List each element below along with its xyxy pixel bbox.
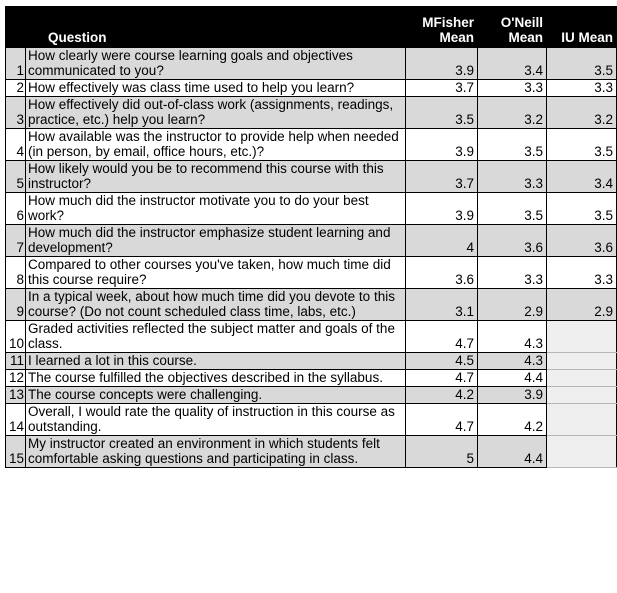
mfisher-mean-value: 4.7: [406, 321, 478, 353]
mfisher-mean-value: 4.5: [406, 353, 478, 370]
question-text: How much did the instructor emphasize student learning and development?: [26, 225, 406, 257]
oneill-mean-value: 3.5: [478, 193, 547, 225]
table-row: [6, 353, 617, 370]
mfisher-mean-value: 3.6: [406, 257, 478, 289]
header-number: [6, 7, 26, 48]
oneill-mean-value: 3.3: [478, 80, 547, 97]
oneill-mean-value: 4.2: [478, 404, 547, 436]
mfisher-mean-value: 3.7: [406, 80, 478, 97]
mfisher-mean-value: 4.2: [406, 387, 478, 404]
iu-mean-value: 3.4: [547, 161, 617, 193]
question-text: The course fulfilled the objectives described in the syllabus.: [26, 370, 406, 387]
question-text: How effectively did out-of-class work (assignments, readings, practice, etc.) help you learn?: [26, 97, 406, 129]
question-text: In a typical week, about how much time did you devote to this course? (Do not count scheduled class time, labs, etc.): [26, 289, 406, 321]
row-number: 15: [6, 436, 26, 468]
table-row: [6, 257, 617, 289]
oneill-mean-value: 2.9: [478, 289, 547, 321]
row-number: 9: [6, 289, 26, 321]
mfisher-mean-value: 4.7: [406, 370, 478, 387]
row-number: 7: [6, 225, 26, 257]
oneill-mean-value: 3.2: [478, 97, 547, 129]
row-number: 2: [6, 80, 26, 97]
row-number: 11: [6, 353, 26, 370]
table-row: [6, 48, 617, 80]
row-number: 10: [6, 321, 26, 353]
row-number: 1: [6, 48, 26, 80]
oneill-mean-value: 3.3: [478, 257, 547, 289]
iu-mean-value: [547, 321, 617, 353]
iu-mean-value: 3.5: [547, 48, 617, 80]
mfisher-mean-value: 3.1: [406, 289, 478, 321]
header-oneill-line2: Mean: [508, 30, 543, 45]
table-row: [6, 193, 617, 225]
table-body: [6, 48, 617, 468]
oneill-mean-value: 4.3: [478, 321, 547, 353]
header-oneill-line1: O'Neill: [500, 15, 543, 30]
question-text: How available was the instructor to provide help when needed (in person, by email, office hours, etc.)?: [26, 129, 406, 161]
table-row: [6, 436, 617, 468]
iu-mean-value: [547, 370, 617, 387]
row-number: 5: [6, 161, 26, 193]
header-question: Question: [26, 7, 406, 48]
table-row: [6, 404, 617, 436]
table-row: [6, 387, 617, 404]
table-row: [6, 80, 617, 97]
table-row: [6, 161, 617, 193]
mfisher-mean-value: 3.7: [406, 161, 478, 193]
iu-mean-value: 3.6: [547, 225, 617, 257]
row-number: 14: [6, 404, 26, 436]
iu-mean-value: 3.3: [547, 80, 617, 97]
question-text: The course concepts were challenging.: [26, 387, 406, 404]
iu-mean-value: 3.5: [547, 129, 617, 161]
mfisher-mean-value: 4: [406, 225, 478, 257]
oneill-mean-value: 3.3: [478, 161, 547, 193]
oneill-mean-value: 4.4: [478, 370, 547, 387]
iu-mean-value: 3.5: [547, 193, 617, 225]
table-row: [6, 289, 617, 321]
row-number: 8: [6, 257, 26, 289]
table-row: [6, 370, 617, 387]
iu-mean-value: [547, 436, 617, 468]
mfisher-mean-value: 3.9: [406, 48, 478, 80]
iu-mean-value: [547, 387, 617, 404]
oneill-mean-value: 3.6: [478, 225, 547, 257]
oneill-mean-value: 3.9: [478, 387, 547, 404]
oneill-mean-value: 3.4: [478, 48, 547, 80]
oneill-mean-value: 4.3: [478, 353, 547, 370]
header-mfisher-mean: [406, 7, 478, 48]
question-text: How effectively was class time used to help you learn?: [26, 80, 406, 97]
mfisher-mean-value: 3.9: [406, 193, 478, 225]
row-number: 12: [6, 370, 26, 387]
oneill-mean-value: 4.4: [478, 436, 547, 468]
question-text: How much did the instructor motivate you to do your best work?: [26, 193, 406, 225]
header-mfisher-line1: MFisher: [422, 15, 474, 30]
row-number: 4: [6, 129, 26, 161]
iu-mean-value: 3.3: [547, 257, 617, 289]
evaluation-table: [5, 6, 617, 468]
table-row: [6, 225, 617, 257]
header-mfisher-line2: Mean: [439, 30, 474, 45]
question-text: Graded activities reflected the subject matter and goals of the class.: [26, 321, 406, 353]
iu-mean-value: [547, 404, 617, 436]
mfisher-mean-value: 3.9: [406, 129, 478, 161]
table-row: [6, 97, 617, 129]
table-row: [6, 129, 617, 161]
row-number: 13: [6, 387, 26, 404]
question-text: I learned a lot in this course.: [26, 353, 406, 370]
mfisher-mean-value: 3.5: [406, 97, 478, 129]
question-text: My instructor created an environment in which students felt comfortable asking questions and participating in class.: [26, 436, 406, 468]
iu-mean-value: 2.9: [547, 289, 617, 321]
question-text: How likely would you be to recommend this course with this instructor?: [26, 161, 406, 193]
question-text: Overall, I would rate the quality of instruction in this course as outstanding.: [26, 404, 406, 436]
iu-mean-value: [547, 353, 617, 370]
mfisher-mean-value: 4.7: [406, 404, 478, 436]
header-row: [6, 7, 617, 48]
header-oneill-mean: [478, 7, 547, 48]
mfisher-mean-value: 5: [406, 436, 478, 468]
question-text: How clearly were course learning goals and objectives communicated to you?: [26, 48, 406, 80]
oneill-mean-value: 3.5: [478, 129, 547, 161]
row-number: 6: [6, 193, 26, 225]
question-text: Compared to other courses you've taken, how much time did this course require?: [26, 257, 406, 289]
iu-mean-value: 3.2: [547, 97, 617, 129]
table-row: [6, 321, 617, 353]
header-iu-mean: IU Mean: [547, 7, 617, 48]
row-number: 3: [6, 97, 26, 129]
